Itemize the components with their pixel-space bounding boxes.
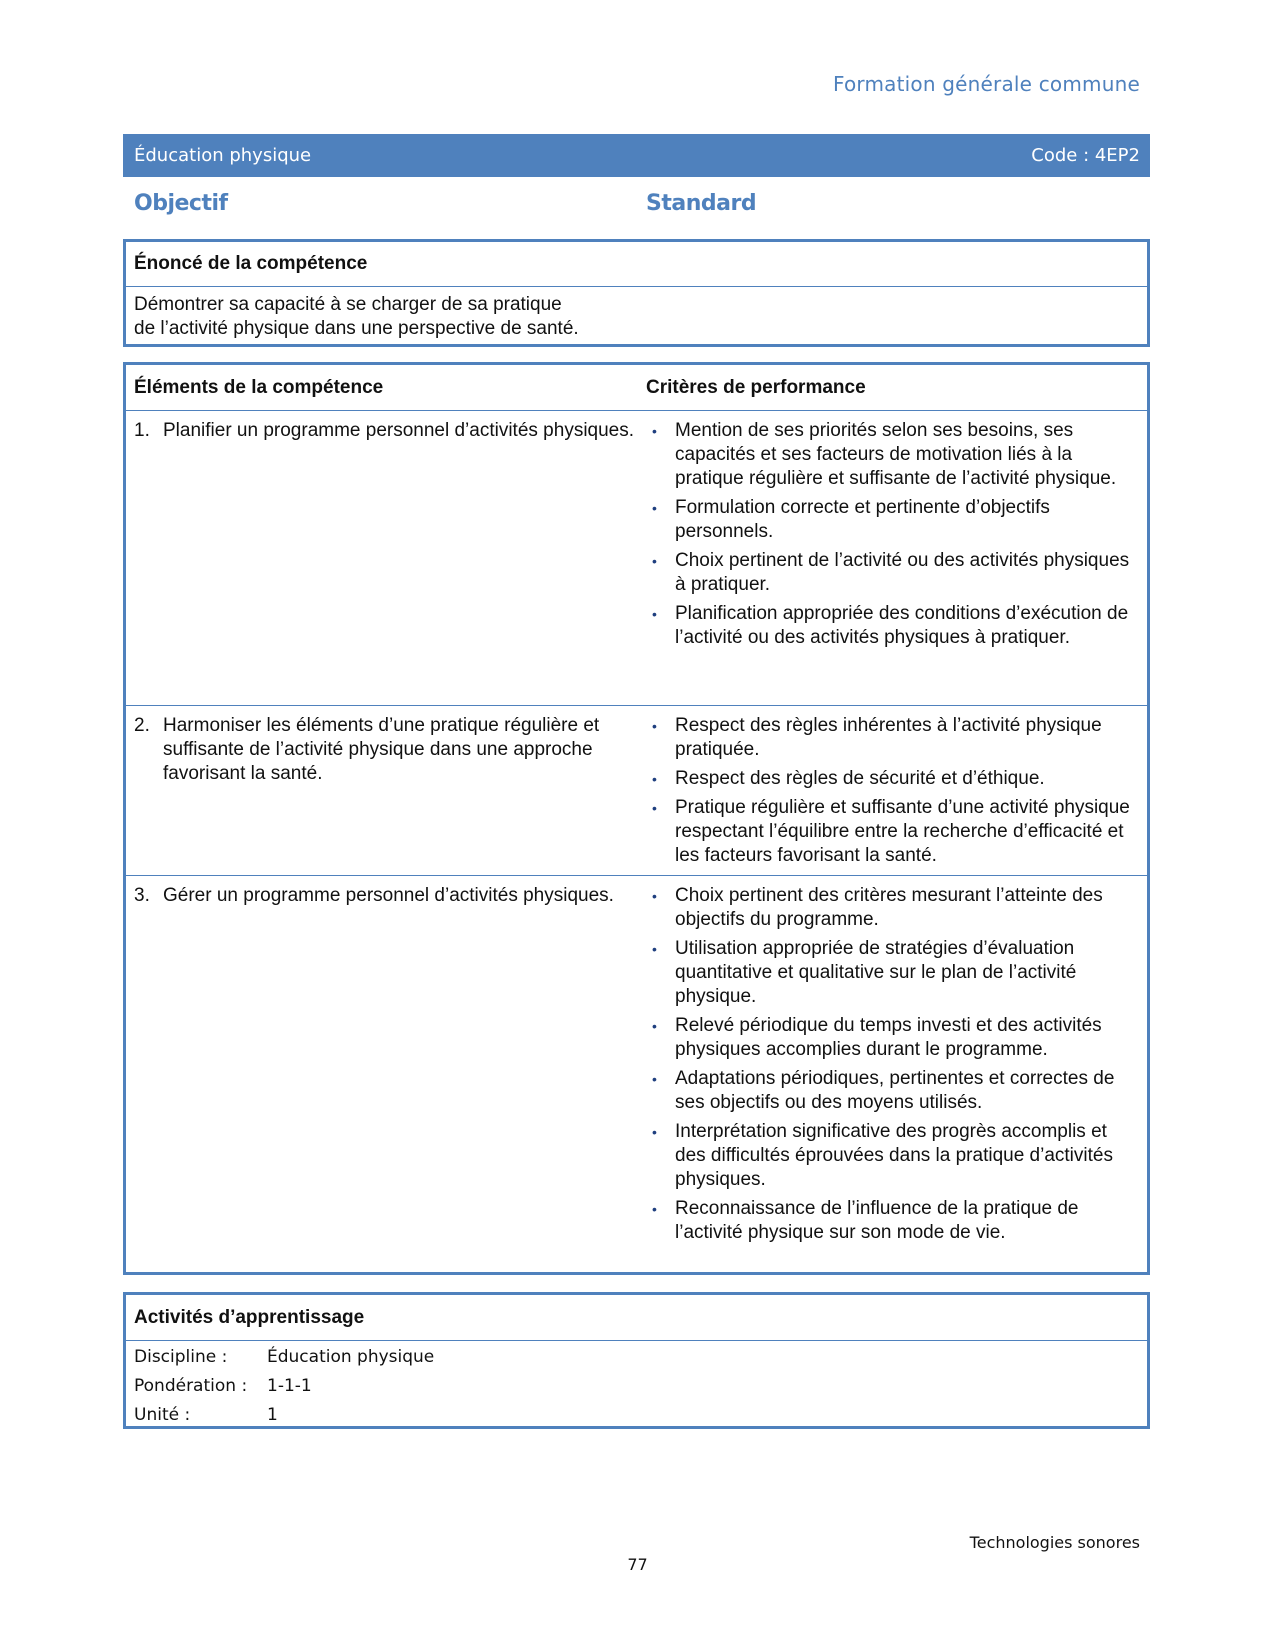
- bullet-icon: •: [652, 606, 657, 622]
- criterion-text: Mention de ses priorités selon ses besoins, ses capacités et ses facteurs de motivation liés à la pratique régulière et suffisante de l’activité physique.: [675, 420, 1117, 489]
- criteria-cell: [646, 706, 1147, 875]
- element-text: Gérer un programme personnel d’activités physiques.: [163, 885, 614, 906]
- bullet-icon: •: [652, 800, 657, 816]
- criterion-item: [646, 796, 1141, 868]
- criterion-item: [646, 767, 1141, 791]
- activites-row-ponderation: [134, 1372, 1139, 1401]
- criterion-text: Choix pertinent des critères mesurant l’atteinte des objectifs du programme.: [675, 885, 1103, 930]
- criterion-text: Adaptations périodiques, pertinentes et correctes de ses objectifs ou des moyens utilisés.: [675, 1068, 1115, 1113]
- criterion-item: [646, 1120, 1141, 1192]
- criteria-cell: [646, 876, 1147, 1272]
- bullet-icon: •: [652, 888, 657, 904]
- course-subject: Éducation physique: [134, 145, 312, 166]
- element-number: 1.: [134, 420, 150, 441]
- bullet-icon: •: [652, 941, 657, 957]
- unite-value: 1: [267, 1405, 278, 1425]
- page-number: 77: [627, 1555, 648, 1574]
- criterion-item: [646, 549, 1141, 597]
- element-cell: [126, 876, 646, 1272]
- criterion-text: Formulation correcte et pertinente d’objectifs personnels.: [675, 497, 1050, 542]
- activites-list: [126, 1341, 1147, 1430]
- element-number: 3.: [134, 885, 150, 906]
- element-text: Harmoniser les éléments d’une pratique régulière et suffisante de l’activité physique dans une approche favorisant la santé.: [163, 715, 600, 784]
- course-code: Code : 4EP2: [1031, 145, 1140, 166]
- element-text: Planifier un programme personnel d’activités physiques.: [163, 420, 635, 441]
- activites-row-discipline: [134, 1343, 1139, 1372]
- activites-heading: Activités d’apprentissage: [126, 1295, 1147, 1341]
- unite-label: Unité :: [134, 1405, 191, 1425]
- criterion-item: [646, 1014, 1141, 1062]
- table-row: [126, 411, 1147, 706]
- elements-section: [123, 362, 1150, 1275]
- enonce-section: [123, 239, 1150, 347]
- element-cell: [126, 411, 646, 705]
- bullet-icon: •: [652, 771, 657, 787]
- criterion-item: [646, 419, 1141, 491]
- table-row: [126, 706, 1147, 876]
- page-header: Formation générale commune: [832, 72, 1140, 96]
- bullet-icon: •: [652, 1018, 657, 1034]
- criterion-text: Respect des règles de sécurité et d’éthique.: [675, 768, 1045, 789]
- bullet-icon: •: [652, 1071, 657, 1087]
- criterion-text: Choix pertinent de l’activité ou des activités physiques à pratiquer.: [675, 550, 1130, 595]
- criterion-text: Utilisation appropriée de stratégies d’évaluation quantitative et qualitative sur le plan de l’activité physique.: [675, 938, 1077, 1007]
- criterion-item: [646, 1067, 1141, 1115]
- activites-row-unite: [134, 1401, 1139, 1430]
- footer-program: Technologies sonores: [969, 1533, 1140, 1552]
- criteria-cell: [646, 411, 1147, 705]
- ponderation-value: 1-1-1: [267, 1376, 312, 1396]
- enonce-text: [126, 287, 1147, 341]
- bullet-icon: •: [652, 500, 657, 516]
- criterion-item: [646, 496, 1141, 544]
- criterion-item: [646, 714, 1141, 762]
- elements-header: [126, 365, 1147, 411]
- bullet-icon: •: [652, 553, 657, 569]
- objectif-label: Objectif: [134, 191, 228, 216]
- criterion-text: Respect des règles inhérentes à l’activité physique pratiquée.: [675, 715, 1102, 760]
- discipline-value: Éducation physique: [267, 1347, 435, 1367]
- criteria-heading: Critères de performance: [646, 376, 866, 398]
- element-number: 2.: [134, 715, 150, 736]
- criterion-item: [646, 884, 1141, 932]
- criterion-text: Pratique régulière et suffisante d’une activité physique respectant l’équilibre entre la recherche d’efficacité et les facteurs favorisant la santé.: [675, 797, 1130, 866]
- bullet-icon: •: [652, 718, 657, 734]
- criterion-text: Relevé périodique du temps investi et des activités physiques accomplies durant le programme.: [675, 1015, 1102, 1060]
- criterion-text: Interprétation significative des progrès accomplis et des difficultés éprouvées dans la pratique d’activités physiques.: [675, 1121, 1113, 1190]
- course-title-bar: [123, 134, 1150, 177]
- criterion-item: [646, 1197, 1141, 1245]
- criterion-text: Planification appropriée des conditions d’exécution de l’activité ou des activités physiques à pratiquer.: [675, 603, 1129, 648]
- enonce-line: de l’activité physique dans une perspective de santé.: [134, 318, 579, 339]
- table-row: [126, 876, 1147, 1272]
- criterion-item: [646, 602, 1141, 650]
- criterion-item: [646, 937, 1141, 1009]
- element-cell: [126, 706, 646, 875]
- discipline-label: Discipline :: [134, 1347, 228, 1367]
- enonce-line: Démontrer sa capacité à se charger de sa pratique: [134, 294, 562, 315]
- bullet-icon: •: [652, 1124, 657, 1140]
- standard-label: Standard: [646, 191, 757, 216]
- enonce-heading: Énoncé de la compétence: [126, 242, 1147, 287]
- elements-heading: Éléments de la compétence: [134, 376, 384, 398]
- ponderation-label: Pondération :: [134, 1376, 248, 1396]
- criterion-text: Reconnaissance de l’influence de la pratique de l’activité physique sur son mode de vie.: [675, 1198, 1079, 1243]
- activites-section: [123, 1292, 1150, 1429]
- bullet-icon: •: [652, 423, 657, 439]
- bullet-icon: •: [652, 1201, 657, 1217]
- elements-table-body: [126, 411, 1147, 1272]
